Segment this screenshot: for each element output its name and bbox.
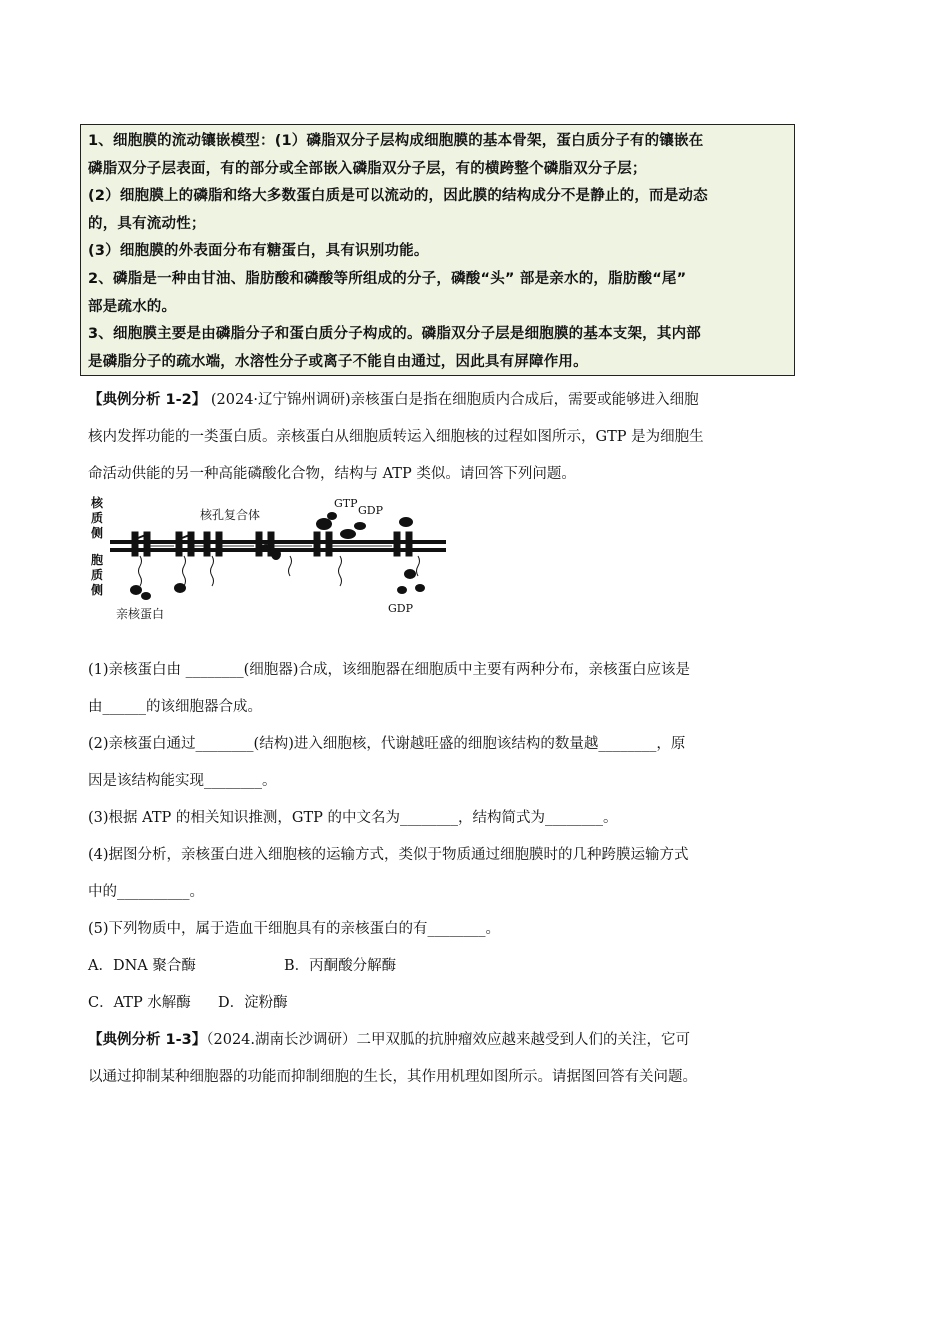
summary-line: 3、细胞膜主要是由磷脂分子和蛋白质分子构成的。磷脂双分子层是细胞膜的基本支架，其内部 — [88, 326, 701, 343]
stem-line — [88, 382, 800, 419]
stem-line: 核内发挥功能的一类蛋白质。亲核蛋白从细胞质转运入细胞核的过程如图所示，GTP 是为细胞生 — [88, 429, 704, 445]
summary-line: 2、磷脂是一种由甘油、脂肪酸和磷酸等所组成的分子，磷酸“头” 部是亲水的，脂肪酸“尾” — [88, 270, 687, 287]
summary-line: 的，具有流动性； — [88, 215, 206, 232]
example-label: 【典例分析 1-2】 — [88, 392, 207, 408]
question-line: (5)下列物质中，属于造血干细胞具有的亲核蛋白的有________。 — [88, 921, 501, 937]
side-label-char: 胞 — [91, 553, 104, 567]
question-line: (2)亲核蛋白通过________(结构)进入细胞核，代谢越旺盛的细胞该结构的数量越________，原 — [88, 736, 686, 752]
summary-line: 是磷脂分子的疏水端，水溶性分子或离子不能自由通过，因此具有屏障作用。 — [88, 353, 588, 370]
questions-block — [88, 652, 800, 1096]
protein-blobs — [130, 512, 425, 600]
summary-line: 1、细胞膜的流动镶嵌模型：(1）磷脂双分子层构成细胞膜的基本骨架，蛋白质分子有的镶嵌在 — [88, 133, 704, 149]
stem-line — [88, 1022, 800, 1059]
stem-text: (2024·辽宁锦州调研)亲核蛋白是指在细胞质内合成后，需要或能够进入细胞 — [206, 392, 699, 408]
stem-line: 命活动供能的另一种高能磷酸化合物，结构与 ATP 类似。请回答下列问题。 — [88, 466, 576, 482]
option-a: A．DNA 聚合酶 — [88, 958, 196, 974]
summary-line: (3）细胞膜的外表面分布有糖蛋白，具有识别功能。 — [88, 243, 429, 260]
option-b: B．丙酮酸分解酶 — [284, 958, 397, 974]
label-pore-complex: 核孔复合体 — [200, 508, 261, 522]
options-row — [88, 985, 800, 1022]
question-line: (3)根据 ATP 的相关知识推测，GTP 的中文名为________，结构简式为________。 — [88, 810, 618, 826]
label-gdp-top: GDP — [358, 504, 384, 517]
option-d: D．淀粉酶 — [218, 995, 288, 1011]
summary-line: 部是疏水的。 — [88, 298, 177, 315]
question-line: 因是该结构能实现________。 — [88, 773, 277, 789]
label-gdp-bottom: GDP — [388, 602, 414, 615]
example-1-2-stem — [88, 382, 800, 493]
question-line: 由______的该细胞器合成。 — [88, 699, 262, 715]
option-c: C．ATP 水解酶 — [88, 995, 191, 1011]
cytoplasmic-fibrils — [139, 556, 420, 586]
summary-line: 磷脂双分子层表面，有的部分或全部嵌入磷脂双分子层，有的横跨整个磷脂双分子层； — [88, 160, 647, 177]
summary-box — [80, 124, 795, 376]
stem-text: （2024.湖南长沙调研）二甲双胍的抗肿瘤效应越来越受到人们的关注，它可 — [206, 1032, 691, 1048]
label-gtp: GTP — [334, 497, 358, 510]
question-line: (4)据图分析，亲核蛋白进入细胞核的运输方式，类似于物质通过细胞膜时的几种跨膜运输方式 — [88, 847, 689, 863]
example-label: 【典例分析 1-3】 — [88, 1032, 207, 1048]
side-label-char: 侧 — [91, 526, 104, 540]
question-line: 中的__________。 — [88, 884, 204, 900]
side-label-char: 侧 — [91, 583, 104, 597]
side-label-char: 质 — [91, 568, 104, 582]
summary-line: (2）细胞膜上的磷脂和络大多数蛋白质是可以流动的，因此膜的结构成分不是静止的，而是动态 — [88, 188, 708, 205]
question-line: (1)亲核蛋白由 ________(细胞器)合成，该细胞器在细胞质中主要有两种分布，亲核蛋白应该是 — [88, 662, 690, 678]
label-nuclear-protein: 亲核蛋白 — [116, 607, 165, 621]
options-row — [88, 948, 800, 985]
side-label-char: 质 — [91, 511, 104, 525]
stem-line: 以通过抑制某种细胞器的功能而抑制细胞的生长，其作用机理如图所示。请据图回答有关问题。 — [88, 1069, 697, 1085]
side-label-char: 核 — [91, 496, 104, 510]
nuclear-pore-figure — [88, 494, 448, 626]
